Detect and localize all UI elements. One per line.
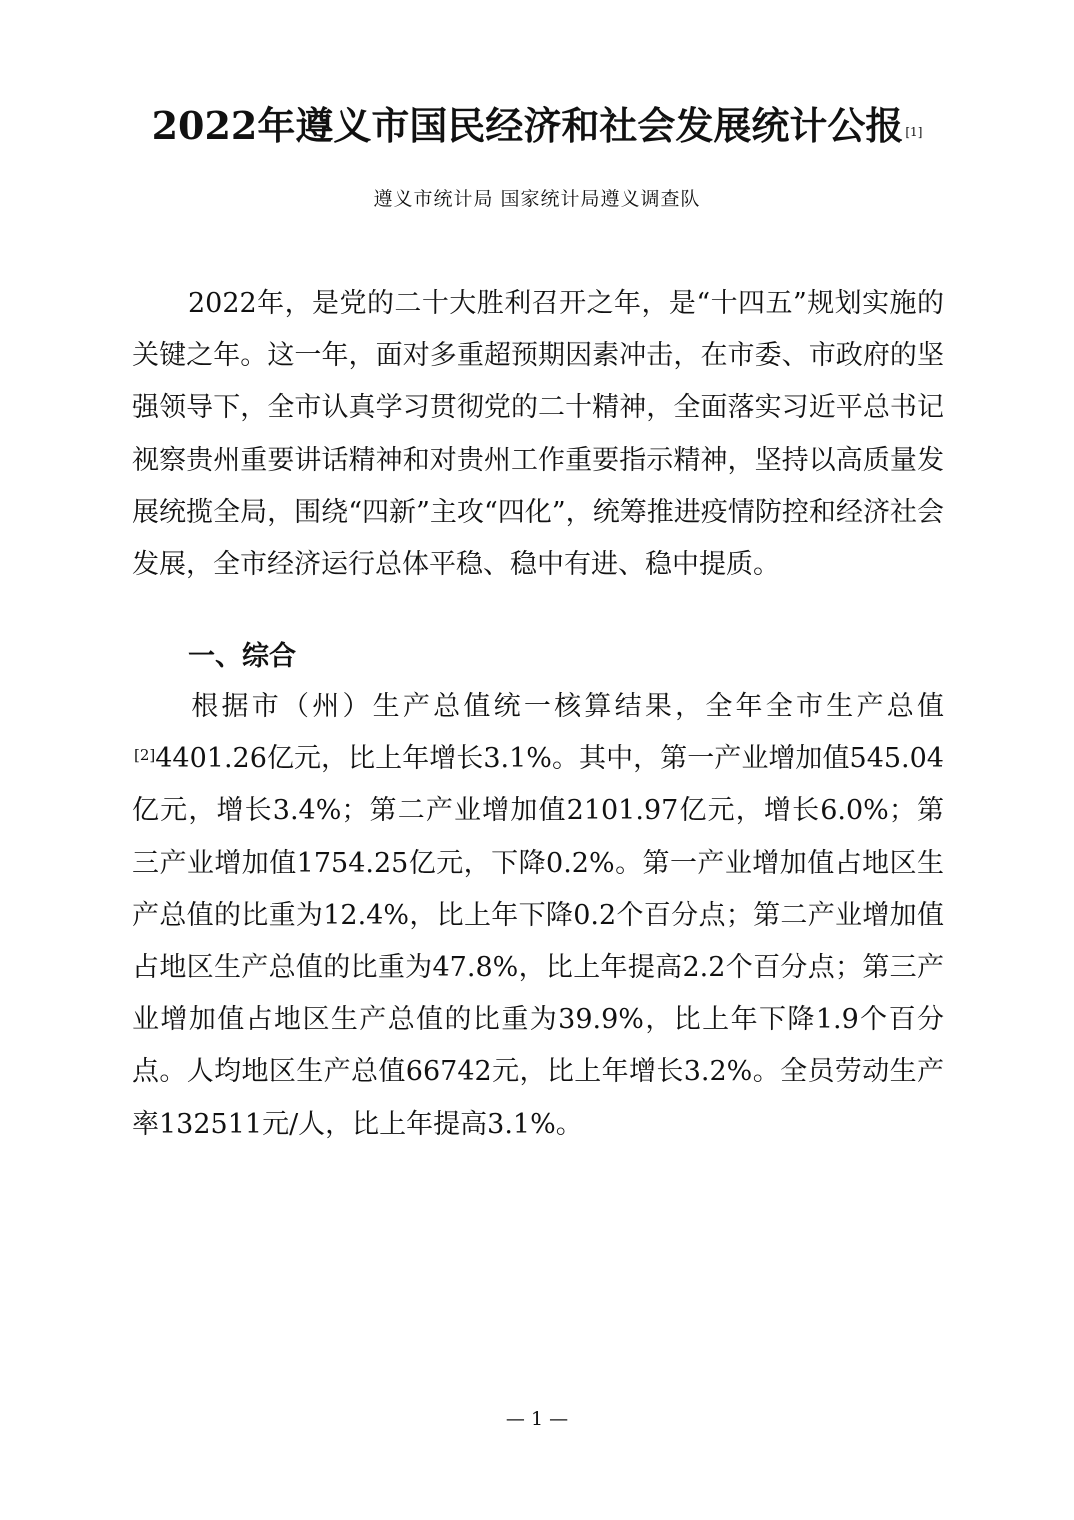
title-text: 2022年遵义市国民经济和社会发展统计公报: [151, 103, 904, 148]
title-footnote-marker[interactable]: [1]: [905, 125, 923, 139]
intro-paragraph-text: 2022年，是党的二十大胜利召开之年，是“十四五”规划实施的关键之年。这一年，面对多重超预期因素冲击，在市委、市政府的坚强领导下，全市认真学习贯彻党的二十精神，全面落实习近平总书记视察贵州重要讲话精神和对贵州工作重要指示精神，坚持以高质量发展统揽全局，围绕“四新”主攻“四化”，统筹推进疫情防控和经济社会发展，全市经济运行总体平稳、稳中有进、稳中提质。: [132, 288, 944, 581]
document-authors: 遵义市统计局 国家统计局遵义调查队: [373, 188, 701, 210]
section-1-paragraph-lead: 根据市（州）生产总值统一核算结果，全年全市生产总值: [188, 691, 944, 722]
document-title: [0, 96, 1074, 156]
section-1-paragraph: [132, 681, 944, 1151]
page-number: — 1 —: [505, 1408, 569, 1430]
intro-paragraph: [132, 278, 944, 591]
section-heading: 一、综合: [188, 641, 296, 672]
section-1-paragraph-rest: 4401.26亿元，比上年增长3.1%。其中，第一产业增加值545.04亿元，增长3.4%；第二产业增加值2101.97亿元，增长6.0%；第三产业增加值1754.25亿元，下降0.2%。第一产业增加值占地区生产总值的比重为12.4%，比上年下降0.2个百分点；第二产业增加值占地区生产总值的比重为47.8%，比上年提高2.2个百分点；第三产业增加值占地区生产总值的比重为39.9%，比上年下降1.9个百分点。人均地区生产总值66742元，比上年增长3.2%。全员劳动生产率132511元/人，比上年提高3.1%。: [132, 743, 944, 1140]
gdp-footnote-marker[interactable]: [2]: [134, 746, 156, 765]
